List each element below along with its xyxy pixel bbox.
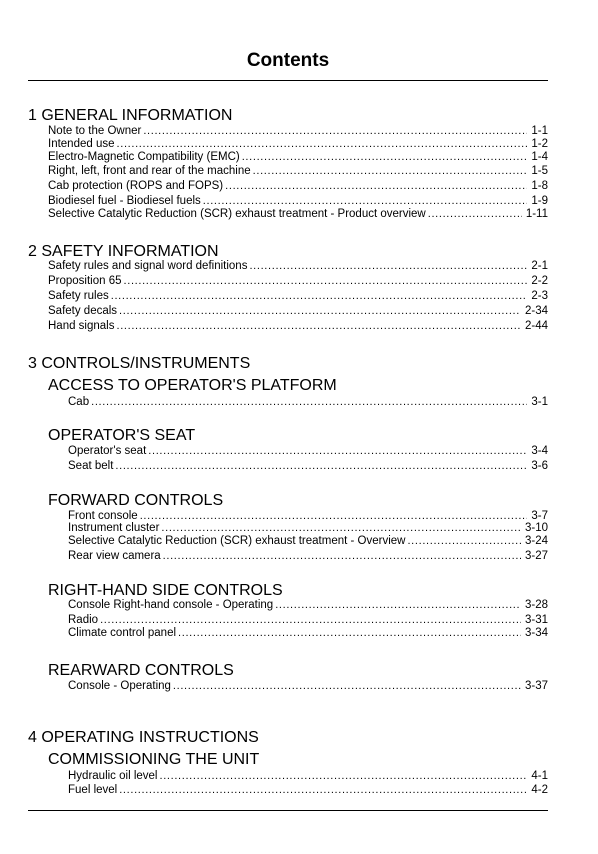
toc-entry[interactable] <box>48 194 548 208</box>
toc-entry-label: Note to the Owner <box>48 125 142 137</box>
toc-entry-page-number: 3-7 <box>531 510 548 522</box>
dot-leader <box>163 549 521 562</box>
toc-entry-label: Electro-Magnetic Compatibility (EMC) <box>48 151 240 163</box>
toc-entry-label: Operator's seat <box>68 445 147 457</box>
toc-entry-label: Selective Catalytic Reduction (SCR) exhaust treatment - Product overview <box>48 208 426 220</box>
toc-entry-page-number: 1-4 <box>531 151 548 163</box>
toc-entry-page-number: 2-34 <box>524 305 548 317</box>
dot-leader <box>119 783 527 796</box>
chapter-heading: 4 OPERATING INSTRUCTIONS <box>28 729 259 746</box>
toc-entry-page-number: 1-5 <box>531 165 548 177</box>
toc-entry[interactable] <box>68 459 548 473</box>
toc-entry-page-number: 1-1 <box>531 125 548 137</box>
toc-entry-page-number: 3-1 <box>531 396 548 408</box>
dot-leader <box>159 769 527 782</box>
toc-entry-page-number: 3-27 <box>524 550 548 562</box>
toc-entry-label: Console Right-hand console - Operating <box>68 599 274 611</box>
toc-entry[interactable] <box>48 304 548 318</box>
toc-entry-label: Seat belt <box>68 460 114 472</box>
dot-leader <box>407 534 521 547</box>
toc-entry-page-number: 1-8 <box>531 180 548 192</box>
chapter-heading: 1 GENERAL INFORMATION <box>28 107 233 124</box>
dot-leader <box>242 150 528 163</box>
toc-entry-page-number: 2-44 <box>524 320 548 332</box>
toc-entry[interactable] <box>48 259 548 273</box>
toc-entry[interactable] <box>68 613 548 627</box>
toc-entry-page-number: 1-11 <box>525 208 548 220</box>
toc-entry-page-number: 1-2 <box>531 138 548 150</box>
toc-entry[interactable] <box>48 289 548 303</box>
dot-leader <box>117 137 528 150</box>
section-heading: FORWARD CONTROLS <box>48 492 224 509</box>
toc-entry[interactable] <box>68 783 548 797</box>
toc-entry-page-number: 3-10 <box>524 522 548 534</box>
dot-leader <box>143 124 527 137</box>
chapter-heading: 3 CONTROLS/INSTRUMENTS <box>28 355 251 372</box>
dot-leader <box>225 179 527 192</box>
toc-entry-page-number: 3-24 <box>524 535 548 547</box>
bottom-divider <box>28 810 548 811</box>
toc-entry-label: Cab protection (ROPS and FOPS) <box>48 180 224 192</box>
toc-entry-label: Safety rules <box>48 290 109 302</box>
toc-entry[interactable] <box>48 274 548 288</box>
toc-entry-page-number: 4-2 <box>531 784 548 796</box>
toc-entry-label: Biodiesel fuel - Biodiesel fuels <box>48 195 201 207</box>
toc-entry[interactable] <box>48 137 548 151</box>
dot-leader <box>111 289 528 302</box>
dot-leader <box>116 319 520 332</box>
dot-leader <box>253 164 528 177</box>
toc-entry-label: Cab <box>68 396 90 408</box>
section-heading: COMMISSIONING THE UNIT <box>48 751 260 768</box>
section-heading: RIGHT-HAND SIDE CONTROLS <box>48 582 283 599</box>
section-heading: OPERATOR'S SEAT <box>48 427 196 444</box>
section-heading: REARWARD CONTROLS <box>48 662 234 679</box>
toc-entry-page-number: 2-2 <box>531 275 548 287</box>
dot-leader <box>249 259 527 272</box>
toc-entry-label: Safety decals <box>48 305 118 317</box>
toc-entry-page-number: 3-28 <box>524 599 548 611</box>
dot-leader <box>203 194 528 207</box>
dot-leader <box>428 207 522 220</box>
toc-entry-label: Hand signals <box>48 320 115 332</box>
toc-entry-label: Rear view camera <box>68 550 161 562</box>
toc-entry[interactable] <box>48 207 548 221</box>
toc-entry-page-number: 3-37 <box>524 680 548 692</box>
toc-entry[interactable] <box>68 395 548 409</box>
toc-entry-page-number: 1-9 <box>531 195 548 207</box>
toc-entry-page-number: 3-4 <box>531 445 548 457</box>
dot-leader <box>275 598 521 611</box>
toc-entry-page-number: 2-1 <box>531 260 548 272</box>
dot-leader <box>115 459 527 472</box>
toc-entry-label: Intended use <box>48 138 115 150</box>
toc-entry-page-number: 2-3 <box>531 290 548 302</box>
section-heading: ACCESS TO OPERATOR'S PLATFORM <box>48 377 337 394</box>
dot-leader <box>91 395 527 408</box>
toc-entry[interactable] <box>48 164 548 178</box>
dot-leader <box>161 521 521 534</box>
page-title: Contents <box>246 50 330 71</box>
toc-entry[interactable] <box>68 444 548 458</box>
toc-entry[interactable] <box>68 679 548 693</box>
dot-leader <box>119 304 521 317</box>
toc-entry[interactable] <box>68 626 548 640</box>
toc-entry[interactable] <box>68 521 548 535</box>
toc-entry[interactable] <box>68 549 548 563</box>
toc-entry-label: Front console <box>68 510 138 522</box>
toc-entry-label: Instrument cluster <box>68 522 160 534</box>
dot-leader <box>124 274 528 287</box>
dot-leader <box>148 444 527 457</box>
toc-entry[interactable] <box>68 534 548 548</box>
toc-entry-label: Hydraulic oil level <box>68 770 158 782</box>
toc-entry-label: Proposition 65 <box>48 275 122 287</box>
toc-entry-label: Console - Operating <box>68 680 171 692</box>
toc-entry[interactable] <box>68 769 548 783</box>
toc-entry[interactable] <box>48 319 548 333</box>
toc-entry[interactable] <box>48 124 548 138</box>
chapter-heading: 2 SAFETY INFORMATION <box>28 243 219 260</box>
dot-leader <box>100 613 521 626</box>
toc-entry-page-number: 4-1 <box>531 770 548 782</box>
dot-leader <box>173 679 521 692</box>
toc-entry-page-number: 3-6 <box>531 460 548 472</box>
toc-entry-label: Radio <box>68 614 99 626</box>
dot-leader <box>178 626 521 639</box>
toc-entry[interactable] <box>68 598 548 612</box>
toc-entry-page-number: 3-31 <box>524 614 548 626</box>
toc-entry-label: Selective Catalytic Reduction (SCR) exhaust treatment - Overview <box>68 535 406 547</box>
toc-entry[interactable] <box>48 179 548 193</box>
toc-entry[interactable] <box>48 150 548 164</box>
toc-entry-label: Climate control panel <box>68 627 177 639</box>
toc-entry-label: Safety rules and signal word definitions <box>48 260 248 272</box>
toc-entry-label: Right, left, front and rear of the machine <box>48 165 251 177</box>
toc-entry-label: Fuel level <box>68 784 118 796</box>
toc-entry-page-number: 3-34 <box>524 627 548 639</box>
